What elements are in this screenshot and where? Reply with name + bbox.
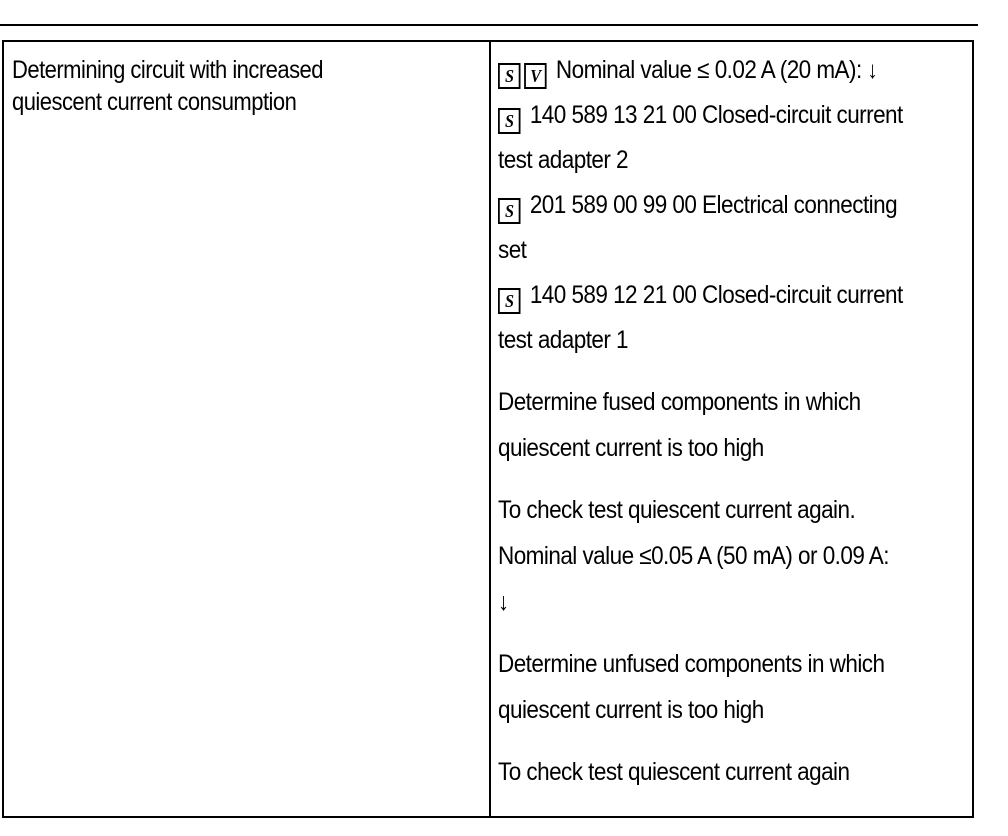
special-tool-icon: S (498, 63, 521, 89)
step-1-line-2: quiescent current is too high (498, 434, 764, 462)
special-tool-icon: S (498, 198, 521, 224)
column-divider (489, 42, 491, 816)
step-fused-components (498, 379, 968, 471)
tool-1-text-cont: test adapter 2 (498, 146, 629, 174)
step-2-line-1: To check test quiescent current again. (498, 496, 856, 524)
down-arrow-icon: ↓ (498, 588, 509, 616)
tool-3-line (498, 273, 968, 318)
nominal-value-line (498, 48, 968, 93)
nominal-value-text: Nominal value ≤ 0.02 A (20 mA): (555, 56, 862, 84)
tool-2-line (498, 183, 968, 228)
condition-line-2: quiescent current consumption (12, 88, 297, 116)
tool-3-text: 140 589 12 21 00 Closed-circuit current (529, 281, 903, 309)
step-4-line-1: To check test quiescent current again (498, 758, 850, 786)
tool-1-text: 140 589 13 21 00 Closed-circuit current (529, 101, 903, 129)
special-tool-icon: S (498, 108, 521, 134)
step-2-arrow-line (498, 579, 968, 625)
condition-line-1: Determining circuit with increased (12, 56, 323, 84)
diagnosis-table (2, 40, 974, 818)
action-cell (498, 48, 968, 795)
step-unfused-components (498, 641, 968, 733)
step-3-line-2: quiescent current is too high (498, 696, 764, 724)
down-arrow-icon: ↓ (867, 57, 878, 84)
tool-2-text-cont: set (498, 236, 527, 264)
tool-3-text-cont: test adapter 1 (498, 326, 629, 354)
step-3-line-1: Determine unfused components in which (498, 650, 885, 678)
step-2-line-2: Nominal value ≤0.05 A (50 mA) or 0.09 A: (498, 542, 889, 570)
tool-2-text: 201 589 00 99 00 Electrical connecting (529, 191, 898, 219)
step-check-again (498, 487, 968, 625)
multimeter-icon: V (524, 63, 547, 89)
condition-cell (12, 54, 470, 118)
tool-1-line (498, 93, 968, 138)
top-rule (0, 24, 978, 26)
step-1-line-1: Determine fused components in which (498, 388, 861, 416)
step-final-check (498, 749, 968, 795)
special-tool-icon: S (498, 288, 521, 314)
